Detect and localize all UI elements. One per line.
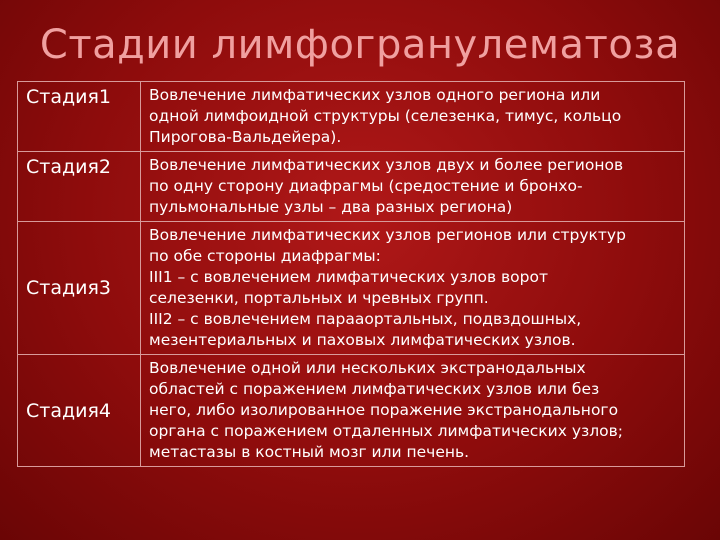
description-line: III1 – с вовлечением лимфатических узлов ворот [149,268,548,286]
stage-label: Стадия2 [18,152,141,222]
stage-description [141,82,685,152]
description-line: по одну сторону диафрагмы (средостение и бронхо- [149,177,583,195]
description-line: Вовлечение лимфатических узлов двух и более регионов [149,156,624,174]
description-line: Пирогова-Вальдейера). [149,128,342,146]
page-title: Стадии лимфогранулематоза [39,22,681,68]
description-line: него, либо изолированное поражение экстранодального [149,401,619,419]
description-line: метастазы в костный мозг или печень. [149,443,470,461]
description-line: Вовлечение лимфатических узлов одного региона или [149,86,601,104]
description-line: селезенки, портальных и чревных групп. [149,289,489,307]
stage-label: Стадия4 [18,355,141,467]
stage-label: Стадия3 [18,222,141,355]
description-line: III2 – с вовлечением парааортальных, подвздошных, [149,310,582,328]
table-row [18,222,685,355]
description-line: органа с поражением отдаленных лимфатических узлов; [149,422,624,440]
description-line: одной лимфоидной структуры (селезенка, тимус, кольцо [149,107,622,125]
stage-description [141,222,685,355]
stage-label: Стадия1 [18,82,141,152]
table-row [18,82,685,152]
table-row [18,152,685,222]
table-row [18,355,685,467]
stage-description [141,355,685,467]
description-line: по обе стороны диафрагмы: [149,247,381,265]
description-line: Вовлечение одной или нескольких экстранодальных [149,359,586,377]
description-line: Вовлечение лимфатических узлов регионов или структур [149,226,626,244]
stage-description [141,152,685,222]
stages-table [17,81,685,467]
description-line: областей с поражением лимфатических узлов или без [149,380,600,398]
description-line: пульмональные узлы – два разных региона) [149,198,513,216]
description-line: мезентериальных и паховых лимфатических узлов. [149,331,576,349]
